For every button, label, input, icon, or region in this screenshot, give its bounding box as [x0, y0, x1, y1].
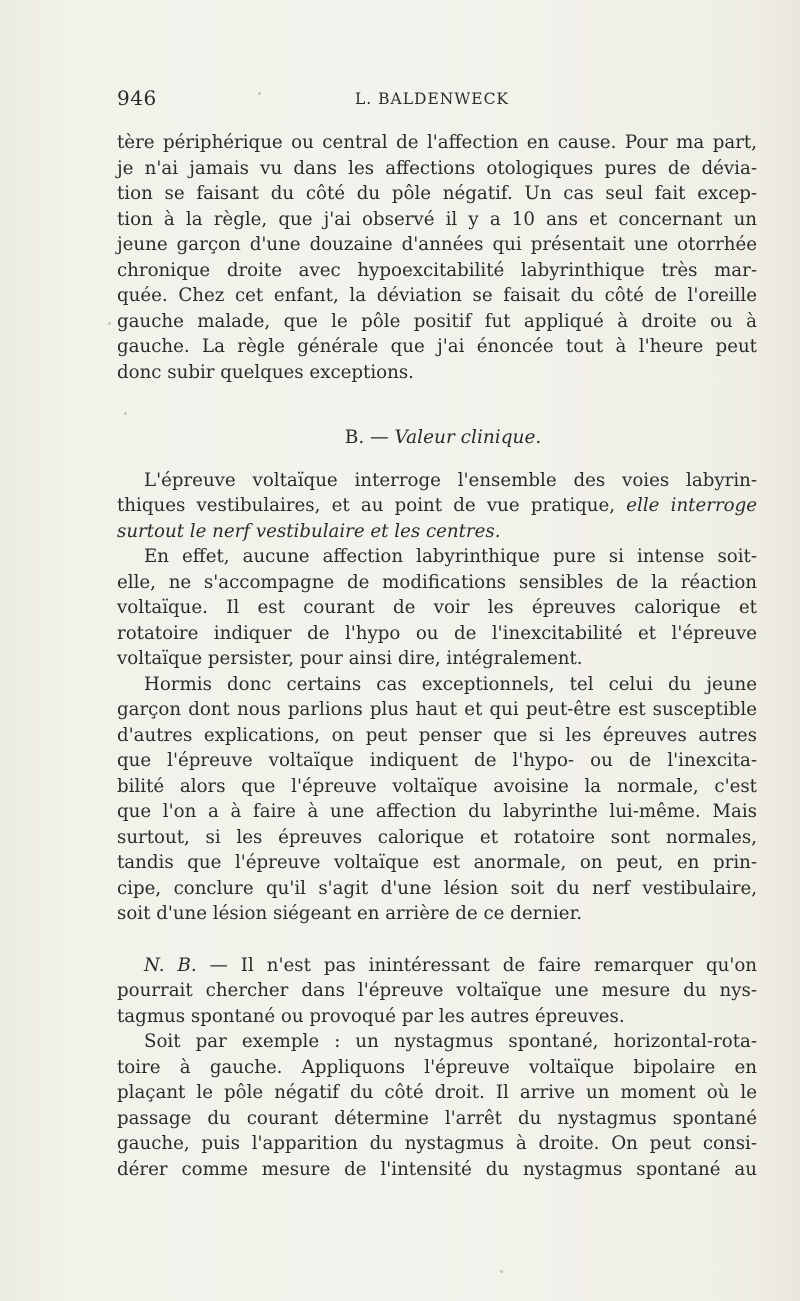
text-line: Hormis donc certains cas exceptionnels, tel celui du jeune — [144, 673, 757, 695]
section-letter: B. — — [344, 427, 395, 448]
text-line: toire à gauche. Appliquons l'épreuve voltaïque bipolaire en — [117, 1056, 757, 1078]
paragraph — [117, 1029, 757, 1182]
paper-speck — [108, 322, 111, 325]
text-line: je n'ai jamais vu dans les affections otologiques pures de dévia- — [117, 157, 757, 179]
text-line: tère périphérique ou central de l'affection en cause. Pour ma part, — [117, 132, 757, 153]
paragraph-continuation — [117, 130, 757, 385]
italic-span: elle interroge — [626, 495, 757, 516]
text-line: soit d'une lésion siégeant en arrière de ce dernier. — [117, 903, 583, 924]
paragraph — [117, 544, 757, 672]
text-line: quée. Chez cet enfant, la déviation se faisait du côté de l'oreille — [117, 285, 757, 306]
running-head: L. BALDENWECK — [355, 90, 510, 108]
text-line: gauche, puis l'apparition du nystagmus à droite. On peut consi- — [117, 1133, 757, 1154]
text-line: tagmus spontané ou provoqué par les autres épreuves. — [117, 1005, 625, 1027]
paragraph — [117, 468, 757, 545]
text-line: jeune garçon d'une douzaine d'années qui présentait une otorrhée — [117, 234, 757, 255]
paper-speck — [500, 1270, 503, 1273]
text-line: L'épreuve voltaïque interroge l'ensemble des voies labyrin- — [144, 469, 757, 491]
paragraph — [117, 672, 757, 927]
text-line: surtout, si les épreuves calorique et rotatoire sont normales, — [117, 826, 757, 848]
text-line — [117, 493, 757, 519]
text-span: — Il n'est pas inintéressant de faire remarquer qu'on — [196, 954, 757, 976]
text-line: que l'on a à faire à une affection du labyrinthe lui-même. Mais — [117, 801, 757, 822]
text-line: donc subir quelques exceptions. — [117, 361, 414, 383]
text-line: rotatoire indiquer de l'hypo ou de l'inexcitabilité et l'épreuve — [117, 622, 757, 644]
text-line: voltaïque. Il est courant de voir les épreuves calorique et — [117, 597, 757, 618]
text-line: que l'épreuve voltaïque indiquent de l'hypo- ou de l'inexcita- — [117, 750, 757, 771]
paper-speck — [258, 92, 261, 95]
page-header — [117, 86, 757, 116]
text-line: gauche malade, que le pôle positif fut appliqué à droite ou à — [117, 310, 757, 332]
text-line: plaçant le pôle négatif du côté droit. Il arrive un moment où le — [117, 1082, 757, 1103]
text-line — [117, 953, 757, 979]
text-line: cipe, conclure qu'il s'agit d'une lésion soit du nerf vestibulaire, — [117, 877, 757, 899]
note-label: N. B. — [144, 954, 197, 976]
paper-speck — [124, 412, 127, 415]
text-line: chronique droite avec hypoexcitabilité labyrinthique très mar- — [117, 259, 757, 281]
page-number: 946 — [117, 86, 157, 110]
text-line: passage du courant détermine l'arrêt du nystagmus spontané — [117, 1107, 757, 1129]
text-line: tion à la règle, que j'ai observé il y a 10 ans et concernant un — [117, 208, 757, 230]
text-line: En effet, aucune affection labyrinthique pure si intense soit- — [144, 546, 757, 567]
text-line: elle, ne s'accompagne de modifications sensibles de la réaction — [117, 571, 757, 593]
text-line: surtout le nerf vestibulaire et les centres. — [117, 520, 501, 542]
text-line: bilité alors que l'épreuve voltaïque avoisine la normale, c'est — [117, 775, 757, 797]
note-paragraph — [117, 953, 757, 1030]
text-line: pourrait chercher dans l'épreuve voltaïque une mesure du nys- — [117, 980, 757, 1001]
section-title: Valeur clinique. — [394, 427, 542, 448]
text-line: gauche. La règle générale que j'ai énoncée tout à l'heure peut — [117, 336, 757, 357]
text-line: garçon dont nous parlions plus haut et qui peut-être est susceptible — [117, 699, 757, 720]
section-heading — [117, 425, 757, 451]
text-body — [117, 130, 757, 1182]
text-line: tandis que l'épreuve voltaïque est anormale, on peut, en prin- — [117, 852, 757, 873]
text-span: thiques vestibulaires, et au point de vue pratique, — [117, 495, 627, 516]
text-line: d'autres explications, on peut penser que si les épreuves autres — [117, 724, 757, 746]
text-line: tion se faisant du côté du pôle négatif. Un cas seul fait excep- — [117, 183, 757, 204]
text-line: Soit par exemple : un nystagmus spontané, horizontal-rota- — [144, 1031, 757, 1052]
text-line: dérer comme mesure de l'intensité du nystagmus spontané au — [117, 1158, 757, 1180]
text-line: voltaïque persister, pour ainsi dire, intégralement. — [117, 648, 583, 669]
